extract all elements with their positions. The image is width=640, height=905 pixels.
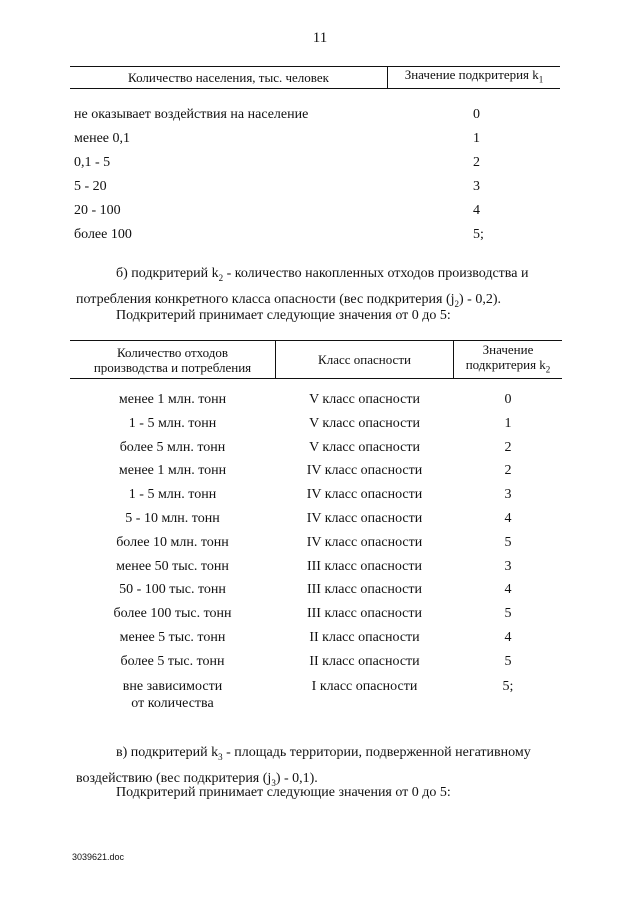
k2-value-cell: 4: [504, 582, 512, 598]
waste-table-row: [70, 606, 562, 630]
waste-amount-cell: более 5 тыс. тонн: [120, 653, 225, 669]
k2-value-cell: 5: [504, 653, 512, 669]
k2-value-cell: 0: [504, 392, 512, 407]
waste-table-row: [70, 559, 562, 583]
population-table-row: [70, 203, 560, 227]
header-hazard-class: Класс опасности: [276, 341, 454, 378]
k1-value-cell: 1: [473, 131, 480, 146]
k2-value-cell: 5;: [502, 678, 514, 694]
k1-value-cell: 0: [473, 107, 480, 122]
population-table-body: [70, 107, 560, 251]
header-waste-amount: Количество отходов производства и потребления: [70, 341, 276, 378]
header-k2-value: Значение подкритерия $k_2$: [465, 341, 551, 375]
population-cell: 0,1 - 5: [74, 155, 111, 170]
waste-amount-cell: менее 50 тыс. тонн: [116, 558, 229, 574]
waste-amount-cell: более 10 млн. тонн: [116, 534, 229, 550]
waste-table: [70, 340, 562, 711]
waste-amount-cell: менее 1 млн. тонн: [118, 463, 227, 479]
waste-amount-cell: 1 - 5 млн. тонн: [128, 487, 217, 503]
k1-value-cell: 5;: [473, 227, 484, 242]
waste-amount-cell: 50 - 100 тыс. тонн: [119, 582, 226, 598]
paragraph-k3-range: Подкритерий принимает следующие значения от 0 до 5:: [116, 785, 451, 800]
population-table: [70, 66, 560, 242]
waste-amount-cell: более 100 тыс. тонн: [113, 606, 232, 622]
population-cell: менее 0,1: [74, 131, 130, 146]
page-number: 11: [312, 30, 328, 46]
hazard-class-cell: III класс опасности: [306, 606, 422, 622]
waste-table-row: [70, 654, 562, 678]
k2-value-cell: 3: [504, 487, 512, 503]
waste-amount-cell: менее 1 млн. тонн: [118, 392, 227, 407]
waste-table-row: [70, 392, 562, 416]
waste-table-row: [70, 487, 562, 511]
hazard-class-cell: III класс опасности: [306, 558, 422, 574]
population-cell: более 100: [74, 227, 132, 242]
hazard-class-cell: IV класс опасности: [306, 534, 423, 550]
k2-value-cell: 4: [504, 510, 512, 526]
header-population: Количество населения, тыс. человек: [70, 67, 388, 88]
k1-value-cell: 4: [473, 203, 480, 218]
k2-value-cell: 4: [504, 629, 512, 645]
waste-amount-cell: 1 - 5 млн. тонн: [128, 415, 217, 431]
waste-table-row: [70, 440, 562, 464]
k2-value-cell: 5: [504, 606, 512, 622]
file-name-footer: 3039621.doc: [72, 852, 125, 862]
waste-amount-cell: вне зависимости от количества: [122, 678, 223, 711]
population-table-row: [70, 179, 560, 203]
k1-value-cell: 3: [473, 179, 480, 194]
paragraph-k2-range: Подкритерий принимает следующие значения от 0 до 5:: [116, 308, 451, 323]
k2-value-cell: 3: [504, 558, 512, 574]
population-table-row: [70, 107, 560, 131]
waste-amount-cell: более 5 млн. тонн: [119, 439, 226, 455]
paragraph-k2: б) подкритерий $k_2$ - количество накопленных отходов производства и потребления конкретного класса опасности (вес подкритерия $(j_2) - 0,2$).: [76, 266, 529, 309]
population-table-row: [70, 131, 560, 155]
k2-value-cell: 5: [504, 534, 512, 550]
k2-value-cell: 1: [504, 415, 512, 431]
paragraph-k3: в) подкритерий $k_3$ - площадь территории, подверженной негативному воздействию (вес подкритерия $(j_3) - 0,1$).: [76, 745, 531, 788]
population-cell: 20 - 100: [74, 203, 121, 218]
population-table-row: [70, 227, 560, 251]
hazard-class-cell: V класс опасности: [309, 392, 420, 407]
waste-table-row: [70, 535, 562, 559]
population-table-header: [70, 66, 560, 89]
hazard-class-cell: IV класс опасности: [306, 463, 423, 479]
hazard-class-cell: III класс опасности: [306, 582, 422, 598]
waste-table-row: [70, 582, 562, 606]
waste-table-row: [70, 463, 562, 487]
waste-table-row: [70, 511, 562, 535]
waste-table-row: [70, 416, 562, 440]
header-k1-value: Значение подкритерия $k_1$: [404, 67, 544, 85]
population-cell: не оказывает воздействия на население: [74, 107, 309, 122]
hazard-class-cell: IV класс опасности: [306, 510, 423, 526]
k2-value-cell: 2: [504, 463, 512, 479]
hazard-class-cell: IV класс опасности: [306, 487, 423, 503]
hazard-class-cell: I класс опасности: [311, 678, 418, 694]
waste-amount-cell: 5 - 10 млн. тонн: [125, 510, 220, 526]
population-table-row: [70, 155, 560, 179]
hazard-class-cell: V класс опасности: [309, 415, 420, 431]
waste-table-body: [70, 392, 562, 718]
waste-table-row: [70, 630, 562, 654]
waste-table-header: [70, 340, 562, 379]
population-cell: 5 - 20: [74, 179, 107, 194]
waste-table-row: [70, 678, 562, 718]
waste-amount-cell: менее 5 тыс. тонн: [119, 629, 226, 645]
hazard-class-cell: II класс опасности: [309, 653, 420, 669]
k1-value-cell: 2: [473, 155, 480, 170]
hazard-class-cell: V класс опасности: [309, 439, 420, 455]
hazard-class-cell: II класс опасности: [309, 629, 420, 645]
k2-value-cell: 2: [504, 439, 512, 455]
